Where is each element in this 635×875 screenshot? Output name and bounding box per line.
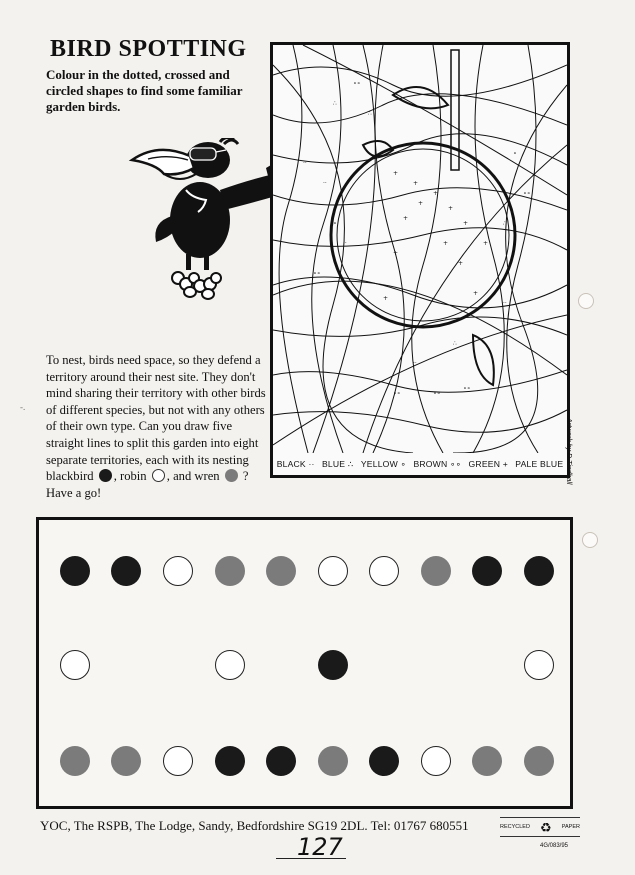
- svg-text:··: ··: [303, 160, 307, 167]
- svg-text:∴: ∴: [368, 110, 372, 117]
- wren-nest-dot: [472, 746, 502, 776]
- robin-nest-dot: [215, 650, 245, 680]
- svg-text:∘∘: ∘∘: [433, 390, 441, 397]
- task-text-part-1: To nest, birds need space, so they defend a territory around their nest site. They don't mind sharing their territory with other birds of different species, but not with any others of their own type. Can you draw five straight lines to split this garden into eight separate territories, each with its nesting blackbird: [46, 353, 266, 484]
- wren-nest-dot: [318, 746, 348, 776]
- wren-nest-dot: [421, 556, 451, 586]
- handwritten-page-number: 127: [297, 833, 343, 861]
- robin-nest-dot: [318, 556, 348, 586]
- svg-text:+: +: [448, 205, 454, 212]
- robin-nest-dot: [163, 746, 193, 776]
- colouring-puzzle: [270, 42, 570, 478]
- wren-key-icon: [225, 469, 238, 482]
- wren-nest-dot: [215, 556, 245, 586]
- task-text-part-4: and wren: [173, 469, 220, 484]
- crow-mascot-illustration: [128, 138, 278, 303]
- blackbird-nest-dot: [524, 556, 554, 586]
- svg-text:··: ··: [323, 180, 327, 187]
- legend-item-black: BLACK ··: [276, 459, 315, 469]
- blackbird-nest-dot: [369, 746, 399, 776]
- colour-legend: [273, 453, 567, 475]
- robin-nest-dot: [421, 746, 451, 776]
- task-instructions: [46, 352, 266, 501]
- robin-key-icon: [152, 469, 165, 482]
- robin-nest-dot: [60, 650, 90, 680]
- blackbird-nest-dot: [318, 650, 348, 680]
- paper-label: PAPER: [561, 824, 580, 830]
- legend-item-yellow: YELLOW ∘: [360, 458, 407, 469]
- svg-text:+: +: [393, 250, 399, 257]
- garden-territory-puzzle[interactable]: [36, 517, 573, 809]
- svg-text:+: +: [473, 290, 479, 297]
- svg-text:∘: ∘: [333, 220, 337, 227]
- puzzle-line-art: [273, 45, 567, 453]
- svg-text:··: ··: [413, 360, 417, 367]
- svg-text:··: ··: [503, 300, 507, 307]
- svg-text:+: +: [383, 295, 389, 302]
- legend-item-blue: BLUE ∴: [321, 458, 354, 469]
- robin-nest-dot: [369, 556, 399, 586]
- artwork-credit: Artwork by D Tindhall: [565, 418, 572, 485]
- wren-nest-dot: [111, 746, 141, 776]
- svg-text:+: +: [433, 190, 439, 197]
- svg-text:+: +: [443, 240, 449, 247]
- intro-text: Colour in the dotted, crossed and circled shapes to find some familiar garden birds.: [46, 67, 243, 114]
- wren-nest-dot: [60, 746, 90, 776]
- blackbird-nest-dot: [472, 556, 502, 586]
- recycled-label: RECYCLED: [500, 824, 530, 830]
- pen-mark: ‑.: [20, 402, 26, 412]
- svg-text:+: +: [403, 215, 409, 222]
- svg-text:∘∘: ∘∘: [353, 80, 361, 87]
- blackbird-key-icon: [99, 469, 112, 482]
- blackbird-nest-dot: [266, 746, 296, 776]
- task-text-part-3: ,: [166, 469, 170, 484]
- robin-nest-dot: [524, 650, 554, 680]
- legend-item-green: GREEN +: [468, 459, 508, 469]
- footer-address: YOC, The RSPB, The Lodge, Sandy, Bedfordshire SG19 2DL. Tel: 01767 680551: [40, 818, 469, 833]
- svg-text:∴: ∴: [503, 220, 507, 227]
- svg-text:+: +: [463, 220, 469, 227]
- svg-text:+: +: [393, 170, 399, 177]
- svg-text:··: ··: [343, 240, 347, 247]
- handwritten-underline: [276, 858, 346, 859]
- legend-item-pale-blue: PALE BLUE: [515, 459, 564, 469]
- svg-text:∴: ∴: [333, 100, 337, 107]
- svg-text:+: +: [458, 260, 464, 267]
- svg-text:∘∘: ∘∘: [523, 190, 531, 197]
- svg-text:∘∘: ∘∘: [463, 385, 471, 392]
- task-text-part-5: ? Have a go!: [46, 469, 249, 500]
- blackbird-nest-dot: [215, 746, 245, 776]
- wren-nest-dot: [266, 556, 296, 586]
- legend-item-brown: BROWN ∘∘: [413, 458, 462, 469]
- svg-text:∘∘: ∘∘: [393, 390, 401, 397]
- recycled-paper-logo: [500, 817, 580, 837]
- page-title: BIRD SPOTTING: [50, 36, 247, 62]
- svg-text:∘∘: ∘∘: [313, 270, 321, 277]
- print-code: 4G/083/95: [540, 843, 569, 849]
- blackbird-nest-dot: [111, 556, 141, 586]
- wren-nest-dot: [524, 746, 554, 776]
- punch-hole-bottom: [582, 532, 598, 548]
- svg-text:∴: ∴: [453, 340, 457, 347]
- robin-nest-dot: [163, 556, 193, 586]
- task-text-part-2: , robin: [113, 469, 147, 484]
- svg-text:+: +: [483, 240, 489, 247]
- svg-text:+: +: [418, 200, 424, 207]
- svg-text:∘: ∘: [513, 150, 517, 157]
- recycle-icon: ♻: [540, 819, 552, 835]
- punch-hole-top: [578, 293, 594, 309]
- blackbird-nest-dot: [60, 556, 90, 586]
- svg-text:+: +: [413, 180, 419, 187]
